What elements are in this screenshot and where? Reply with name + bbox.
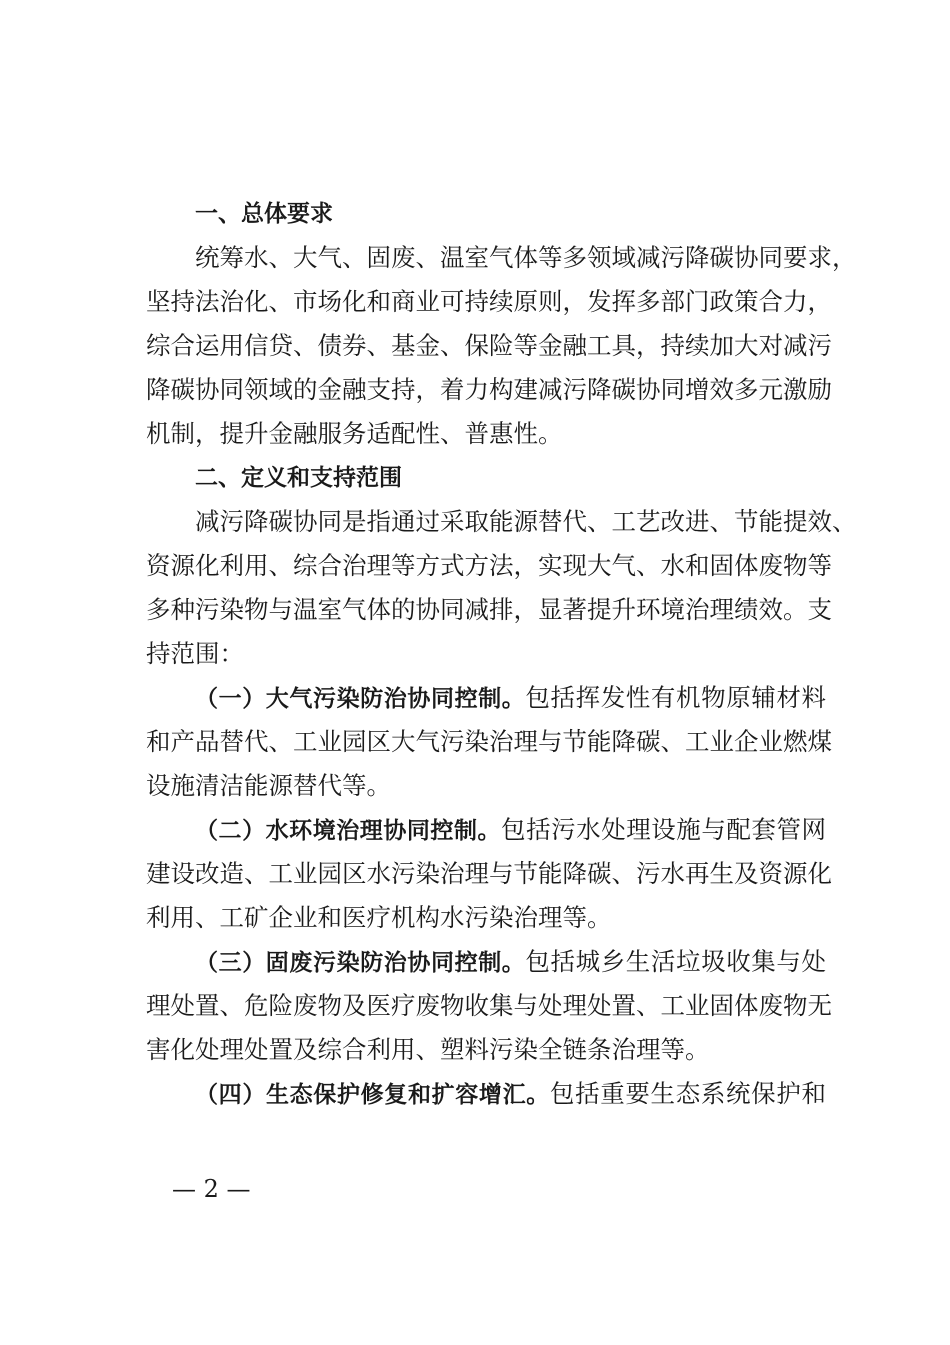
item-first-line — [146, 676, 826, 720]
paragraph-line: 建设改造、工业园区水污染治理与节能降碳、污水再生及资源化 — [146, 859, 832, 888]
paragraph-line: 降碳协同领域的金融支持，着力构建减污降碳协同增效多元激励 — [146, 375, 832, 404]
item-first-text: 包括污水处理设施与配套管网 — [501, 815, 827, 844]
item-first-text: 包括重要生态系统保护和 — [549, 1079, 827, 1108]
paragraph-line: 减污降碳协同是指通过采取能源替代、工艺改进、节能提效、 — [195, 507, 857, 536]
item-first-text: 包括挥发性有机物原辅材料 — [525, 683, 827, 712]
paragraph-line: 坚持法治化、市场化和商业可持续原则，发挥多部门政策合力， — [146, 287, 832, 316]
paragraph-line: 资源化利用、综合治理等方式方法，实现大气、水和固体废物等 — [146, 551, 832, 580]
paragraph-line: 机制，提升金融服务适配性、普惠性。 — [146, 419, 563, 448]
page-number: — 2 — — [172, 1175, 251, 1203]
item-lead-title: （二）水环境治理协同控制。 — [195, 818, 502, 844]
paragraph-line: 综合运用信贷、债券、基金、保险等金融工具，持续加大对减污 — [146, 331, 832, 360]
paragraph-line: 统筹水、大气、固废、温室气体等多领域减污降碳协同要求， — [195, 243, 857, 272]
document-body — [146, 192, 857, 1116]
item-first-line — [146, 940, 826, 984]
paragraph-line: 设施清洁能源替代等。 — [146, 771, 391, 800]
paragraph-line: 和产品替代、工业园区大气污染治理与节能降碳、工业企业燃煤 — [146, 727, 832, 756]
item-first-line — [146, 808, 826, 852]
item-first-text: 包括城乡生活垃圾收集与处 — [525, 947, 827, 976]
item-lead-title: （三）固废污染防治协同控制。 — [195, 950, 526, 976]
item-first-line — [146, 1072, 826, 1116]
paragraph-line: 理处置、危险废物及医疗废物收集与处理处置、工业固体废物无 — [146, 991, 832, 1020]
section-heading-definition-scope: 二、定义和支持范围 — [195, 465, 402, 491]
item-lead-title: （一）大气污染防治协同控制。 — [195, 686, 526, 712]
paragraph-line: 多种污染物与温室气体的协同减排，显著提升环境治理绩效。支 — [146, 595, 832, 624]
paragraph-line: 害化处理处置及综合利用、塑料污染全链条治理等。 — [146, 1035, 710, 1064]
paragraph-line: 持范围： — [146, 639, 244, 668]
item-lead-title: （四）生态保护修复和扩容增汇。 — [195, 1082, 550, 1108]
section-heading-general-requirements: 一、总体要求 — [195, 201, 333, 227]
paragraph-line: 利用、工矿企业和医疗机构水污染治理等。 — [146, 903, 612, 932]
